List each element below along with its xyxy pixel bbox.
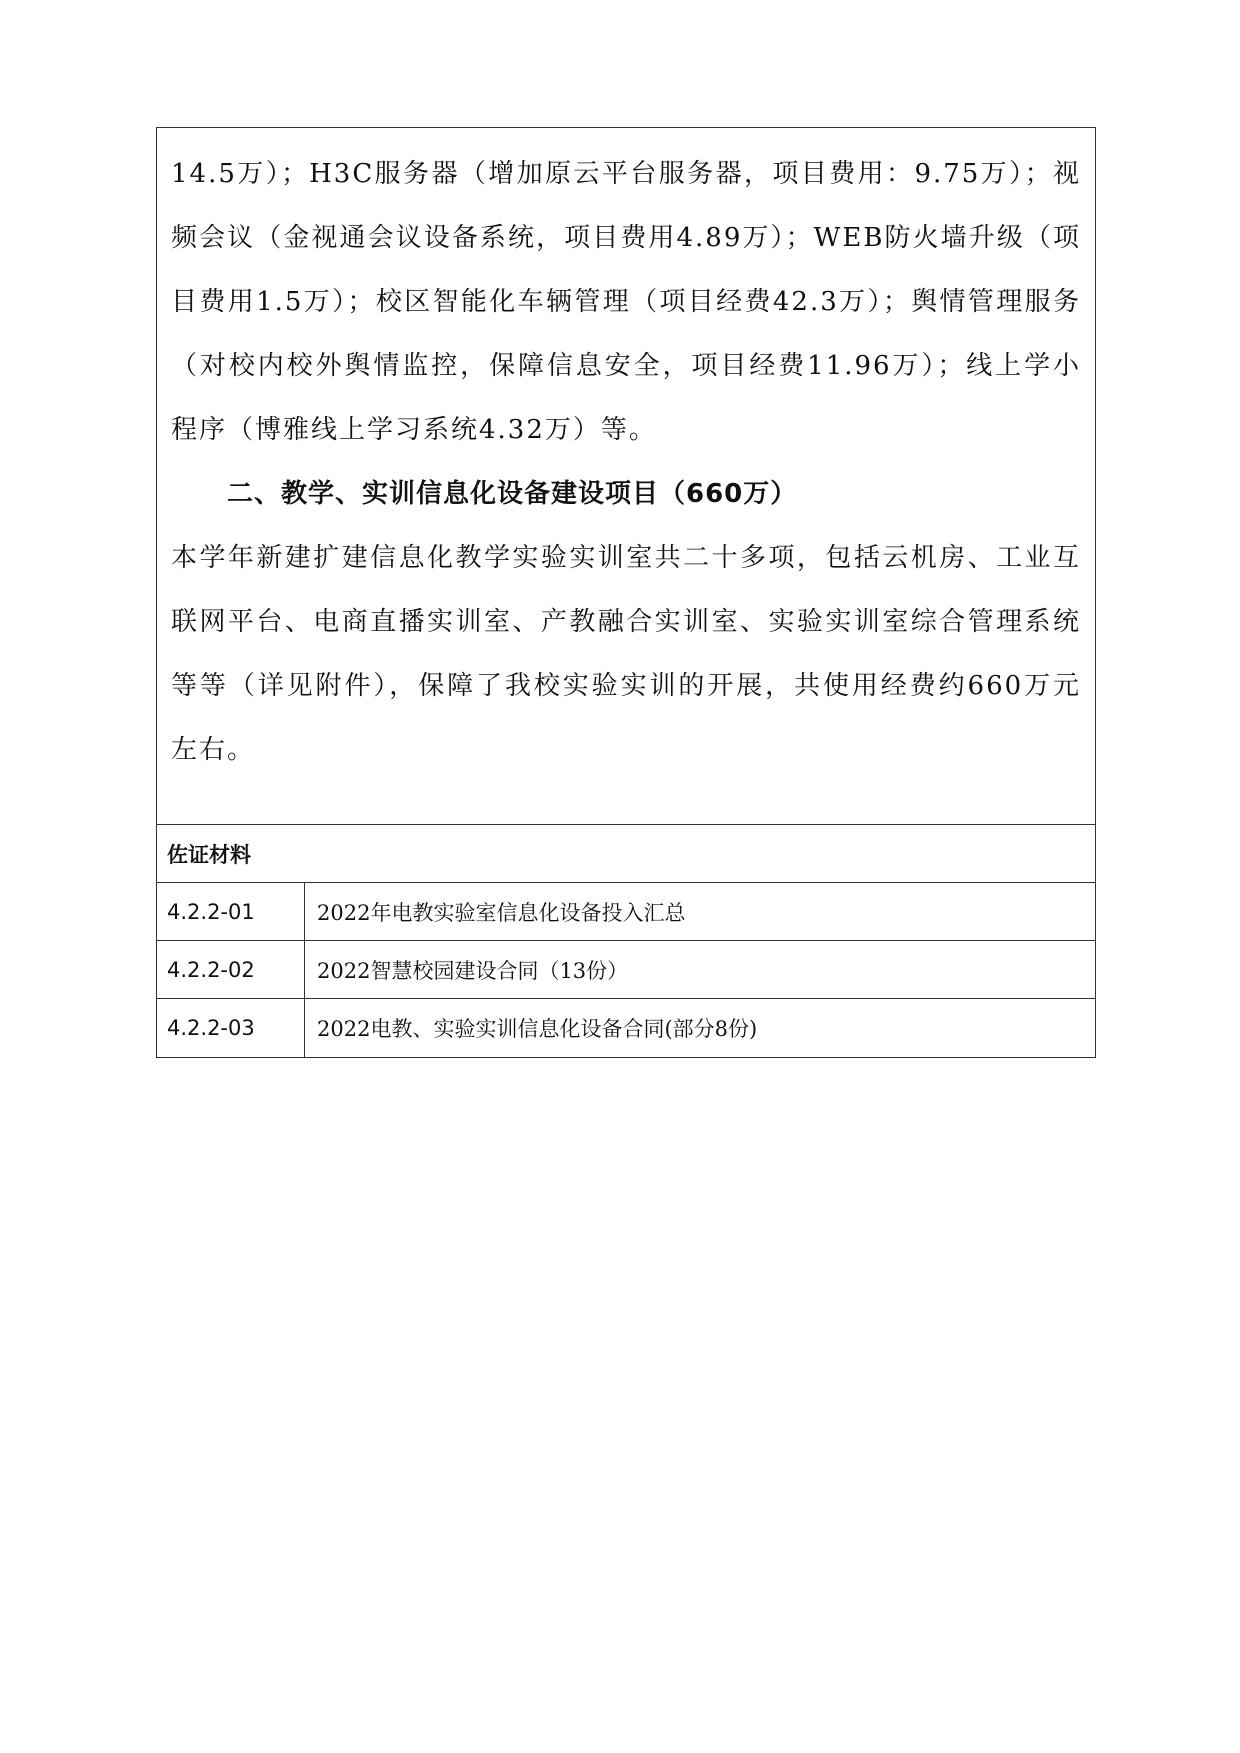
paragraph-continued: 14.5万）；H3C服务器（增加原云平台服务器，项目费用：9.75万）；视频会议（金视通会议设备系统，项目费用4.89万）；WEB防火墙升级（项目费用1.5万）；校区智能化车辆管理（项目经费42.3万）；舆情管理服务（对校内校外舆情监控，保障信息安全，项目经费11.96万）；线上学小程序（博雅线上学习系统4.32万）等。 bbox=[171, 159, 1081, 445]
evidence-row bbox=[157, 999, 1095, 1057]
evidence-code: 4.2.2-03 bbox=[157, 999, 305, 1057]
evidence-title: 2022年电教实验室信息化设备投入汇总 bbox=[317, 900, 686, 925]
evidence-row bbox=[157, 941, 1095, 999]
evidence-code: 4.2.2-01 bbox=[157, 883, 305, 940]
content-cell bbox=[157, 128, 1095, 825]
evidence-title: 2022智慧校园建设合同（13份） bbox=[317, 958, 629, 983]
evidence-title: 2022电教、实验实训信息化设备合同(部分8份) bbox=[317, 1017, 758, 1041]
section-heading: 二、教学、实训信息化设备建设项目（660万） bbox=[227, 479, 798, 509]
document-table bbox=[156, 127, 1096, 1058]
evidence-header: 佐证材料 bbox=[157, 825, 1095, 883]
evidence-code: 4.2.2-02 bbox=[157, 941, 305, 998]
section-body: 本学年新建扩建信息化教学实验实训室共二十多项，包括云机房、工业互联网平台、电商直播实训室、产教融合实训室、实验实训室综合管理系统等等（详见附件），保障了我校实验实训的开展，共使用经费约660万元左右。 bbox=[171, 543, 1081, 765]
evidence-row bbox=[157, 883, 1095, 941]
